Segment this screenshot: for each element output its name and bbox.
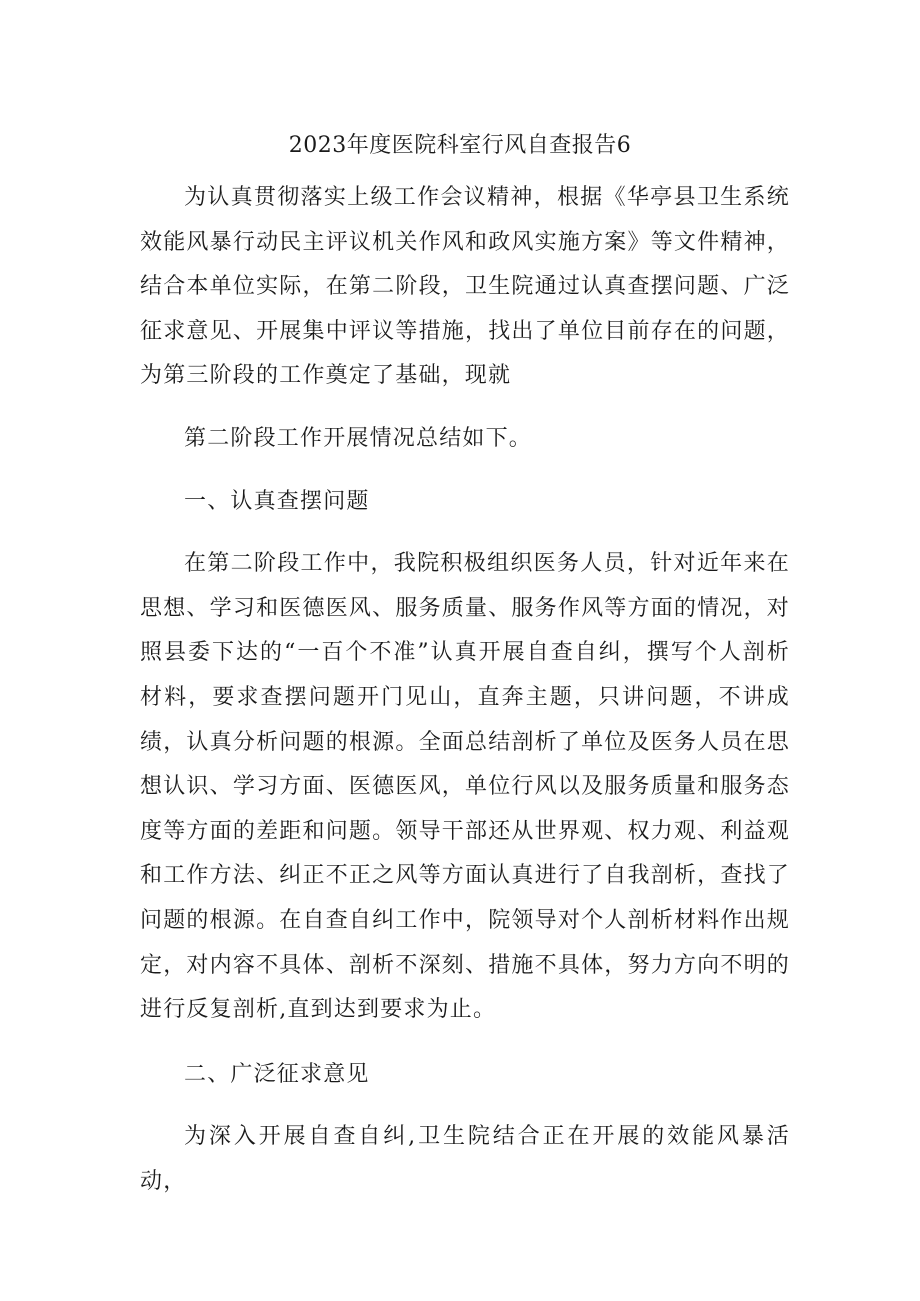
- paragraph-section-1: 在第二阶段工作中，我院积极组织医务人员，针对近年来在思想、学习和医德医风、服务质量、服务作风等方面的情况，对照县委下达的“一百个不准”认真开展自查自纠，撰写个人剖析材料，要求查摆问题开门见山，直奔主题，只讲问题，不讲成绩，认真分析问题的根源。全面总结剖析了单位及医务人员在思想认识、学习方面、医德医风，单位行风以及服务质量和服务态度等方面的差距和问题。领导干部还从世界观、权力观、利益观和工作方法、纠正不正之风等方面认真进行了自我剖析，查找了问题的根源。在自查自纠工作中，院领导对个人剖析材料作出规定，对内容不具体、剖析不深刻、措施不具体，努力方向不明的进行反复剖析,直到达到要求为止。: [140, 551, 790, 1023]
- document-title: 2023年度医院科室行风自查报告6: [288, 133, 632, 158]
- paragraph-intro: 为认真贯彻落实上级工作会议精神，根据《华亭县卫生系统效能风暴行动民主评议机关作风和政风实施方案》等文件精神，结合本单位实际，在第二阶段，卫生院通过认真查摆问题、广泛征求意见、开展集中评议等措施，找出了单位目前存在的问题，为第三阶段的工作奠定了基础，现就: [140, 185, 790, 389]
- paragraph-intro-continued: 第二阶段工作开展情况总结如下。: [184, 425, 533, 451]
- section-heading-2: 二、广泛征求意见: [184, 1061, 370, 1087]
- document-body: [140, 176, 790, 1204]
- section-heading-1: 一、认真查摆问题: [184, 488, 370, 514]
- paragraph-section-2: 为深入开展自查自纠,卫生院结合正在开展的效能风暴活动，: [140, 1124, 790, 1194]
